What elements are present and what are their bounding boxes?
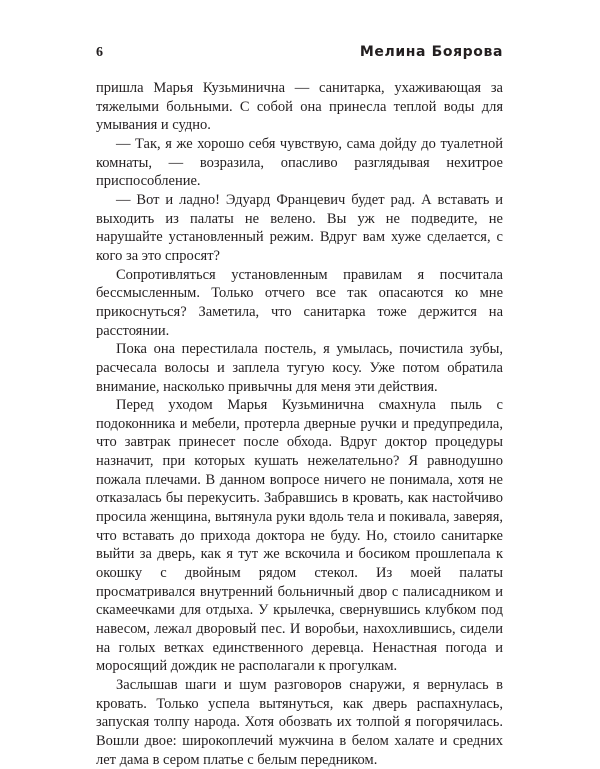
paragraph: Пока она перестилала постель, я умылась, почистила зубы, расчесала волосы и заплела тугую косу. Уже потом обратила внимание, насколько привычны для меня эти действия.	[96, 341, 503, 395]
paragraph: Сопротивляться установленным правилам я посчитала бессмысленным. Только отчего все так опасаются ко мне прикоснуться? Заметила, что санитарка тоже держится на расстоянии.	[96, 266, 503, 339]
body-text	[96, 79, 503, 769]
paragraph: — Вот и ладно! Эдуард Францевич будет рад. А вставать и выходить из палаты не велено. Вы уж не подведите, не нарушайте установленный режим. Вдруг вам хуже сделается, с кого за это спросят?	[96, 191, 503, 264]
running-head-author: Мелина Боярова	[359, 44, 503, 60]
paragraph: пришла Марья Кузьминична — санитарка, ухаживающая за тяжелыми больными. С собой она принесла теплой воды для умывания и судно.	[96, 80, 503, 134]
paragraph: Перед уходом Марья Кузьминична смахнула пыль с подоконника и мебели, протерла дверные ручки и предупредила, что завтрак принесет после обхода. Вдруг доктор процедуры назначит, при которых кушать нежелательно? Я равнодушно пожала плечами. В данном вопросе ничего не понимала, хотя не отказалась бы перекусить. Забравшись в кровать, как настойчиво просила женщина, вытянула руки вдоль тела и покивала, заверяя, что вставать до прихода доктора не буду. Но, стоило санитарке выйти за дверь, как я тут же вскочила и босиком прошлепала к окошку с двойным рядом стекол. Из моей палаты просматривался внутренний больничный двор с палисадником и скамеечками для отдыха. У крылечка, свернувшись клубком под навесом, лежал дворовый пес. И воробьи, нахохлившись, сидели на голых ветках единственного деревца. Ненастная погода и моросящий дождик не располагали к прогулкам.	[96, 397, 503, 675]
paragraph: — Так, я же хорошо себя чувствую, сама дойду до туалетной комнаты, — возразила, опасливо разглядывая нехитрое приспособление.	[96, 135, 503, 190]
page-number: 6	[96, 45, 103, 60]
paragraph: Заслышав шаги и шум разговоров снаружи, я вернулась в кровать. Только успела вытянуться, как дверь распахнулась, запуская толпу народа. Хотя обозвать их толпой я погорячилась. Вошли двое: широкоплечий мужчина в белом халате и средних лет дама в сером платье с белым передником.	[96, 677, 503, 768]
